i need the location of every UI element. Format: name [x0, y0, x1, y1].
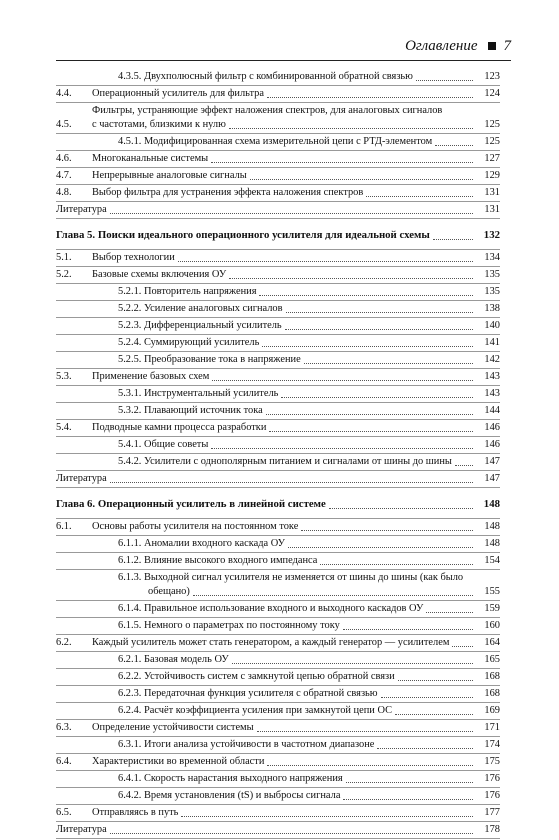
row-rule	[56, 85, 500, 86]
toc-page-number: 124	[484, 88, 500, 99]
table-of-contents	[56, 70, 500, 840]
toc-title: 5.2.2. Усиление аналоговых сигналов	[118, 303, 283, 314]
toc-row[interactable]	[56, 169, 500, 183]
dot-leader	[110, 482, 473, 483]
dot-leader	[366, 196, 473, 197]
toc-page-number: 125	[484, 119, 500, 130]
toc-title-line2: с частотами, близкими к нулю	[92, 119, 226, 130]
toc-title: 6.1.4. Правильное использование входного и выходного каскадов ОУ	[118, 603, 424, 614]
toc-page-number: 143	[484, 371, 500, 382]
toc-title: 4.5.1. Модифицированная схема измерительной цепи с РТД-элементом	[118, 136, 433, 147]
row-rule	[56, 351, 500, 352]
row-rule	[56, 300, 500, 301]
toc-page-number: 141	[484, 337, 500, 348]
toc-page-number: 142	[484, 354, 500, 365]
toc-row[interactable]	[56, 653, 500, 667]
toc-title-wrap	[92, 806, 476, 820]
dot-leader	[320, 564, 473, 565]
toc-title-wrap	[92, 571, 476, 599]
row-rule	[56, 218, 500, 219]
row-rule	[56, 167, 500, 168]
row-rule	[56, 419, 500, 420]
dot-leader	[346, 782, 473, 783]
toc-page-number: 160	[484, 620, 500, 631]
toc-page-number: 169	[484, 705, 500, 716]
toc-title-wrap	[92, 602, 476, 616]
toc-page-number: 123	[484, 71, 500, 82]
toc-title-wrap	[92, 670, 476, 684]
row-rule	[56, 453, 500, 454]
toc-row[interactable]	[56, 251, 500, 265]
toc-title: Выбор технологии	[92, 252, 175, 263]
toc-title-wrap	[92, 152, 476, 166]
toc-title-wrap	[92, 336, 476, 350]
dot-leader	[286, 312, 473, 313]
dot-leader	[452, 646, 473, 647]
running-header	[405, 38, 511, 55]
toc-title: Литература	[56, 824, 107, 835]
toc-title-wrap	[92, 268, 476, 282]
toc-title: Непрерывные аналоговые сигналы	[92, 170, 247, 181]
row-rule	[56, 719, 500, 720]
row-rule	[56, 569, 500, 570]
toc-page-number: 174	[484, 739, 500, 750]
row-rule	[56, 133, 500, 134]
toc-title-wrap	[92, 438, 476, 452]
toc-row[interactable]	[56, 571, 500, 599]
row-rule	[56, 249, 500, 250]
toc-title-wrap	[92, 387, 476, 401]
toc-section-number: 6.2.	[56, 637, 72, 648]
dot-leader	[329, 508, 473, 509]
toc-page-number: 147	[484, 456, 500, 467]
toc-row[interactable]	[56, 387, 500, 401]
toc-title: Характеристики во временной области	[92, 756, 265, 767]
toc-row[interactable]	[56, 806, 500, 820]
row-rule	[56, 487, 500, 488]
toc-title-wrap	[92, 302, 476, 316]
dot-leader	[250, 179, 473, 180]
row-rule	[56, 634, 500, 635]
toc-page-number: 131	[484, 187, 500, 198]
toc-title-wrap	[92, 370, 476, 384]
row-rule	[56, 266, 500, 267]
row-rule	[56, 770, 500, 771]
row-rule	[56, 385, 500, 386]
toc-row[interactable]	[56, 104, 500, 132]
toc-title: Применение базовых схем	[92, 371, 210, 382]
toc-title: Отправляясь в путь	[92, 807, 179, 818]
toc-title: Базовые схемы включения ОУ	[92, 269, 227, 280]
dot-leader	[433, 239, 473, 240]
dot-leader	[110, 833, 473, 834]
toc-title-wrap	[92, 186, 476, 200]
dot-leader	[301, 530, 473, 531]
toc-title: 6.1.2. Влияние высокого входного импеданса	[118, 555, 318, 566]
toc-title: 6.2.2. Устойчивость систем с замкнутой цепью обратной связи	[118, 671, 395, 682]
toc-title: 5.3.1. Инструментальный усилитель	[118, 388, 279, 399]
toc-title-wrap	[92, 755, 476, 769]
toc-page-number: 159	[484, 603, 500, 614]
toc-page-number: 168	[484, 688, 500, 699]
dot-leader	[232, 663, 473, 664]
toc-title: 5.4.2. Усилители с однополярным питанием и сигналами от шины до шины	[118, 456, 452, 467]
toc-page-number: 155	[484, 586, 500, 597]
toc-row[interactable]	[56, 455, 500, 469]
toc-page-number: 165	[484, 654, 500, 665]
toc-page-number: 146	[484, 439, 500, 450]
row-rule	[56, 535, 500, 536]
row-rule	[56, 184, 500, 185]
toc-title: 6.3.1. Итоги анализа устойчивости в частотном диапазоне	[118, 739, 375, 750]
toc-section-number: 4.8.	[56, 187, 72, 198]
toc-row[interactable]	[56, 554, 500, 568]
row-rule	[56, 150, 500, 151]
toc-title-wrap	[92, 789, 476, 803]
toc-row[interactable]	[56, 755, 500, 769]
row-rule	[56, 600, 500, 601]
toc-page-number: 147	[484, 473, 500, 484]
toc-section-number: 6.3.	[56, 722, 72, 733]
toc-row[interactable]	[56, 721, 500, 735]
row-rule	[56, 201, 500, 202]
toc-row[interactable]	[56, 302, 500, 316]
dot-leader	[285, 329, 473, 330]
row-rule	[56, 753, 500, 754]
toc-section-number: 5.3.	[56, 371, 72, 382]
toc-title: 5.2.4. Суммирующий усилитель	[118, 337, 260, 348]
toc-row[interactable]	[56, 520, 500, 534]
toc-title-wrap	[56, 472, 476, 486]
toc-title-line1: Фильтры, устраняющие эффект наложения спектров, для аналоговых сигналов	[92, 105, 443, 116]
toc-title: Глава 5. Поиски идеального операционного усилителя для идеальной схемы	[56, 229, 430, 241]
toc-title-wrap	[92, 704, 476, 718]
toc-page-number: 178	[484, 824, 500, 835]
toc-title: Каждый усилитель может стать генератором, а каждый генератор — усилителем	[92, 637, 450, 648]
toc-row[interactable]	[56, 370, 500, 384]
toc-row[interactable]	[56, 687, 500, 701]
toc-page-number: 148	[483, 498, 500, 510]
toc-title: Определение устойчивости системы	[92, 722, 254, 733]
toc-row[interactable]	[56, 823, 500, 837]
toc-row[interactable]	[56, 203, 500, 217]
toc-page-number: 135	[484, 269, 500, 280]
row-rule	[56, 102, 500, 103]
toc-title: 6.4.2. Время установления (tS) и выбросы сигнала	[118, 790, 341, 801]
toc-title: Основы работы усилителя на постоянном токе	[92, 521, 299, 532]
toc-row[interactable]	[56, 87, 500, 101]
toc-row[interactable]	[56, 70, 500, 84]
dot-leader	[266, 414, 473, 415]
page-number: 7	[503, 38, 511, 54]
toc-row[interactable]	[56, 438, 500, 452]
toc-title: 5.4.1. Общие советы	[118, 439, 209, 450]
toc-page-number: 148	[484, 521, 500, 532]
toc-title-wrap	[92, 619, 476, 633]
toc-section-number: 4.4.	[56, 88, 72, 99]
toc-row[interactable]	[56, 619, 500, 633]
dot-leader	[178, 261, 473, 262]
toc-title: 6.2.1. Базовая модель ОУ	[118, 654, 229, 665]
toc-chapter-row[interactable]	[56, 227, 500, 243]
dot-leader	[343, 629, 473, 630]
toc-page-number: 168	[484, 671, 500, 682]
toc-page-number: 144	[484, 405, 500, 416]
toc-title: 6.2.3. Передаточная функция усилителя с обратной связью	[118, 688, 378, 699]
toc-title: 5.2.3. Дифференциальный усилитель	[118, 320, 282, 331]
dot-leader	[398, 680, 473, 681]
toc-section-number: 4.6.	[56, 153, 72, 164]
dot-leader	[181, 816, 473, 817]
page-header	[56, 36, 511, 58]
toc-page-number: 127	[484, 153, 500, 164]
row-rule	[56, 368, 500, 369]
toc-row[interactable]	[56, 704, 500, 718]
toc-row[interactable]	[56, 602, 500, 616]
toc-title-wrap	[92, 738, 476, 752]
dot-leader	[262, 346, 473, 347]
toc-section-number: 6.1.	[56, 521, 72, 532]
row-rule	[56, 402, 500, 403]
toc-section-number: 5.4.	[56, 422, 72, 433]
toc-title: 6.4.1. Скорость нарастания выходного напряжения	[118, 773, 343, 784]
toc-title-wrap	[92, 455, 476, 469]
toc-row[interactable]	[56, 186, 500, 200]
toc-title-line2-wrap	[118, 585, 476, 599]
toc-page-number: 132	[483, 229, 500, 241]
row-rule	[56, 668, 500, 669]
dot-leader	[416, 80, 473, 81]
row-rule	[56, 436, 500, 437]
toc-page-number: 177	[484, 807, 500, 818]
toc-section-number: 5.1.	[56, 252, 72, 263]
dot-leader	[304, 363, 473, 364]
toc-page-number: 171	[484, 722, 500, 733]
toc-title-wrap	[56, 203, 476, 217]
row-rule	[56, 334, 500, 335]
dot-leader	[288, 547, 473, 548]
toc-page-number: 135	[484, 286, 500, 297]
row-rule	[56, 685, 500, 686]
toc-title: 5.2.1. Повторитель напряжения	[118, 286, 257, 297]
row-rule	[56, 702, 500, 703]
toc-page-number: 140	[484, 320, 500, 331]
toc-title: 6.1.5. Немного о параметрах по постоянному току	[118, 620, 340, 631]
toc-title: 5.2.5. Преобразование тока в напряжение	[118, 354, 301, 365]
toc-title-wrap	[56, 496, 476, 512]
toc-page-number: 176	[484, 773, 500, 784]
toc-page-number: 176	[484, 790, 500, 801]
row-rule	[56, 283, 500, 284]
toc-row[interactable]	[56, 135, 500, 149]
toc-title-wrap	[92, 721, 476, 735]
row-rule	[56, 518, 500, 519]
row-rule	[56, 736, 500, 737]
toc-row[interactable]	[56, 421, 500, 435]
row-rule	[56, 317, 500, 318]
toc-page-number: 131	[484, 204, 500, 215]
dot-leader	[435, 145, 473, 146]
toc-title-wrap	[92, 520, 476, 534]
toc-title-line2-wrap	[92, 118, 476, 132]
toc-title: Выбор фильтра для устранения эффекта наложения спектров	[92, 187, 364, 198]
toc-title: Подводные камни процесса разработки	[92, 422, 267, 433]
toc-page-number: 138	[484, 303, 500, 314]
toc-row[interactable]	[56, 336, 500, 350]
toc-section-number: 4.7.	[56, 170, 72, 181]
toc-row[interactable]	[56, 285, 500, 299]
toc-page-number: 125	[484, 136, 500, 147]
toc-title: 6.2.4. Расчёт коэффициента усиления при замкнутой цепи ОС	[118, 705, 393, 716]
toc-title: 5.3.2. Плавающий источник тока	[118, 405, 263, 416]
toc-row[interactable]	[56, 353, 500, 367]
toc-title-wrap	[92, 135, 476, 149]
toc-row[interactable]	[56, 537, 500, 551]
dot-leader	[267, 765, 473, 766]
toc-page-number: 154	[484, 555, 500, 566]
square-bullet-icon	[488, 42, 496, 50]
dot-leader	[381, 697, 473, 698]
toc-title-wrap	[92, 537, 476, 551]
row-rule	[56, 651, 500, 652]
toc-title: 4.3.5. Двухполюсный фильтр с комбинированной обратной связью	[118, 71, 413, 82]
toc-page-number: 175	[484, 756, 500, 767]
toc-page-number: 134	[484, 252, 500, 263]
toc-section-number: 4.5.	[56, 119, 72, 130]
toc-title-wrap	[92, 87, 476, 101]
toc-title: Операционный усилитель для фильтра	[92, 88, 264, 99]
toc-title-wrap	[56, 823, 476, 837]
dot-leader	[212, 380, 473, 381]
toc-title-wrap	[92, 169, 476, 183]
toc-row[interactable]	[56, 738, 500, 752]
toc-section-number: 5.2.	[56, 269, 72, 280]
dot-leader	[426, 612, 473, 613]
toc-title: Многоканальные системы	[92, 153, 209, 164]
toc-title-wrap	[92, 636, 476, 650]
toc-chapter-row[interactable]	[56, 496, 500, 512]
dot-leader	[211, 162, 473, 163]
toc-title-wrap	[92, 353, 476, 367]
toc-row[interactable]	[56, 268, 500, 282]
dot-leader	[110, 213, 473, 214]
toc-title: 6.1.1. Аномалии входного каскада ОУ	[118, 538, 285, 549]
toc-section-number: 6.5.	[56, 807, 72, 818]
toc-title: Литература	[56, 473, 107, 484]
toc-title-wrap	[92, 687, 476, 701]
dot-leader	[281, 397, 473, 398]
toc-title: Глава 6. Операционный усилитель в линейной системе	[56, 498, 326, 510]
toc-title-wrap	[92, 285, 476, 299]
dot-leader	[259, 295, 473, 296]
dot-leader	[267, 97, 473, 98]
section-name: Оглавление	[405, 38, 478, 54]
toc-row[interactable]	[56, 636, 500, 650]
row-rule	[56, 821, 500, 822]
header-rule	[56, 60, 511, 61]
row-rule	[56, 787, 500, 788]
dot-leader	[229, 128, 473, 129]
toc-page-number: 129	[484, 170, 500, 181]
toc-row[interactable]	[56, 404, 500, 418]
toc-title-wrap	[92, 404, 476, 418]
toc-row[interactable]	[56, 152, 500, 166]
dot-leader	[193, 595, 473, 596]
dot-leader	[395, 714, 473, 715]
toc-title-wrap	[92, 554, 476, 568]
toc-title-wrap	[92, 772, 476, 786]
toc-title-wrap	[92, 421, 476, 435]
toc-row[interactable]	[56, 319, 500, 333]
toc-page-number: 146	[484, 422, 500, 433]
dot-leader	[377, 748, 473, 749]
row-rule	[56, 838, 500, 839]
toc-page-number: 148	[484, 538, 500, 549]
toc-page-number: 164	[484, 637, 500, 648]
dot-leader	[211, 448, 473, 449]
toc-title-wrap	[92, 70, 476, 84]
row-rule	[56, 617, 500, 618]
row-rule	[56, 470, 500, 471]
row-rule	[56, 804, 500, 805]
toc-title-wrap	[56, 227, 476, 243]
toc-section-number: 6.4.	[56, 756, 72, 767]
dot-leader	[455, 465, 473, 466]
row-rule	[56, 552, 500, 553]
toc-row[interactable]	[56, 670, 500, 684]
toc-title-line2: обещано)	[148, 586, 190, 597]
toc-title-line1: 6.1.3. Выходной сигнал усилителя не изменяется от шины до шины (как было	[118, 572, 464, 583]
toc-row[interactable]	[56, 472, 500, 486]
dot-leader	[269, 431, 473, 432]
toc-row[interactable]	[56, 789, 500, 803]
toc-title: Литература	[56, 204, 107, 215]
dot-leader	[229, 278, 473, 279]
toc-page-number: 143	[484, 388, 500, 399]
toc-title-wrap	[92, 104, 476, 132]
toc-title-wrap	[92, 319, 476, 333]
dot-leader	[257, 731, 473, 732]
toc-row[interactable]	[56, 772, 500, 786]
toc-title-wrap	[92, 251, 476, 265]
toc-title-wrap	[92, 653, 476, 667]
